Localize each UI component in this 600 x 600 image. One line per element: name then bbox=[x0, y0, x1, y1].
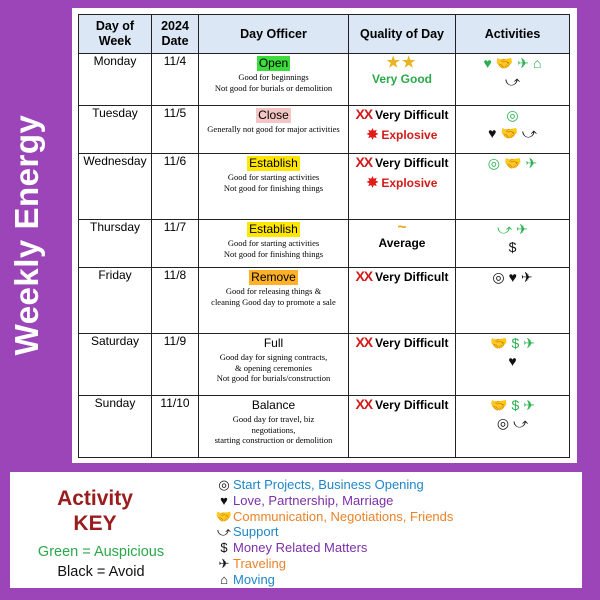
xx-icon: XX bbox=[355, 334, 373, 350]
explosive-label: ✸ Explosive bbox=[366, 174, 438, 190]
activities-cell bbox=[456, 54, 570, 106]
handshake-icon: 🤝 bbox=[495, 55, 514, 71]
day-cell: Tuesday bbox=[79, 106, 152, 154]
officer-cell bbox=[199, 54, 349, 106]
officer-note: cleaning Good day to promote a sale bbox=[211, 296, 336, 307]
xx-icon: XX bbox=[355, 106, 373, 122]
date-cell: 11/10 bbox=[152, 396, 199, 458]
activities-cell bbox=[456, 396, 570, 458]
explosion-icon: ✸ bbox=[366, 126, 379, 142]
tilde-icon: ~ bbox=[397, 219, 407, 236]
officer-name: Balance bbox=[251, 398, 296, 412]
handshake-icon: 🤝 bbox=[504, 155, 522, 171]
quality-cell bbox=[349, 54, 456, 106]
table-row bbox=[79, 220, 570, 268]
quality-text: Very Good bbox=[371, 72, 433, 86]
officer-note: starting construction or demolition bbox=[214, 435, 333, 445]
officer-cell bbox=[199, 396, 349, 458]
key-black-label: Black = Avoid bbox=[57, 564, 145, 580]
explosion-icon: ✸ bbox=[366, 174, 379, 190]
target-icon: ◎ bbox=[506, 107, 519, 123]
key-item-label: Communication, Negotiations, Friends bbox=[233, 508, 454, 524]
officer-name: Establish bbox=[249, 156, 298, 170]
quality-cell bbox=[349, 268, 456, 334]
key-item bbox=[215, 477, 453, 493]
heart-icon: ♥ bbox=[483, 55, 492, 71]
officer-note: Good for releasing things & bbox=[225, 286, 322, 296]
airplane-icon: ✈ bbox=[523, 397, 535, 413]
xx-icon: XX bbox=[355, 154, 373, 170]
key-item-label: Start Projects, Business Opening bbox=[233, 477, 424, 492]
day-cell: Wednesday bbox=[79, 154, 152, 220]
activity-line bbox=[456, 220, 569, 238]
activities-cell bbox=[456, 220, 570, 268]
key-item bbox=[215, 524, 453, 540]
quality-text: Average bbox=[378, 236, 426, 250]
activity-key bbox=[10, 472, 582, 588]
energy-table-panel bbox=[72, 8, 577, 463]
handshake-icon: 🤝 bbox=[215, 508, 233, 524]
activity-line bbox=[456, 414, 569, 432]
date-cell: 11/7 bbox=[152, 220, 199, 268]
support-icon: ⤻ bbox=[513, 415, 529, 431]
key-item bbox=[215, 572, 453, 588]
key-item-label: Money Related Matters bbox=[233, 540, 368, 556]
header-date: 2024 Date bbox=[152, 15, 199, 54]
table-row bbox=[79, 106, 570, 154]
table-row bbox=[79, 334, 570, 396]
date-cell: 11/9 bbox=[152, 334, 199, 396]
key-item bbox=[215, 556, 453, 572]
day-cell: Thursday bbox=[79, 220, 152, 268]
officer-note: Generally not good for major activities bbox=[207, 124, 340, 134]
key-item-label: Traveling bbox=[233, 555, 286, 571]
explosive-label: ✸ Explosive bbox=[366, 126, 438, 142]
key-item bbox=[215, 509, 453, 525]
officer-cell bbox=[199, 220, 349, 268]
house-icon: ⌂ bbox=[220, 571, 228, 587]
handshake-icon: 🤝 bbox=[490, 335, 508, 351]
officer-cell bbox=[199, 334, 349, 396]
key-item bbox=[215, 493, 453, 509]
officer-name: Remove bbox=[251, 270, 296, 284]
quality-cell bbox=[349, 220, 456, 268]
key-list bbox=[215, 477, 453, 588]
heart-icon: ♥ bbox=[508, 269, 517, 285]
support-icon: ⤻ bbox=[497, 221, 513, 237]
quality-cell bbox=[349, 154, 456, 220]
officer-note: Not good for finishing things bbox=[223, 182, 324, 193]
officer-note: Good day for signing contracts, bbox=[219, 352, 328, 362]
dollar-icon: $ bbox=[508, 239, 517, 255]
header-day: Day of Week bbox=[79, 15, 152, 54]
table-row bbox=[79, 268, 570, 334]
handshake-icon: 🤝 bbox=[490, 397, 508, 413]
quality-text: Very Difficult bbox=[375, 108, 449, 122]
day-cell: Sunday bbox=[79, 396, 152, 458]
day-cell: Saturday bbox=[79, 334, 152, 396]
officer-note: & opening ceremonies bbox=[235, 362, 312, 373]
side-title: Weekly Energy bbox=[8, 114, 45, 356]
support-icon: ⤻ bbox=[505, 73, 520, 89]
dollar-icon: $ bbox=[511, 335, 520, 351]
key-title-line1: Activity bbox=[57, 487, 133, 510]
airplane-icon: ✈ bbox=[218, 555, 230, 571]
support-icon: ⤻ bbox=[521, 125, 537, 141]
activity-line bbox=[456, 72, 569, 90]
officer-name: Establish bbox=[249, 222, 298, 236]
activity-line bbox=[456, 54, 569, 72]
activity-line bbox=[456, 106, 569, 124]
quality-cell bbox=[349, 396, 456, 458]
key-title-line2: KEY bbox=[73, 512, 117, 535]
quality-text: Very Difficult bbox=[375, 398, 449, 412]
house-icon: ⌂ bbox=[533, 55, 542, 71]
activities-cell bbox=[456, 154, 570, 220]
officer-note: Not good for burials or demolition bbox=[214, 82, 333, 93]
activity-line bbox=[456, 154, 569, 172]
dollar-icon: $ bbox=[220, 540, 228, 556]
day-cell: Friday bbox=[79, 268, 152, 334]
target-icon: ◎ bbox=[487, 155, 501, 171]
quality-cell bbox=[349, 106, 456, 154]
target-icon: ◎ bbox=[496, 415, 510, 431]
activities-cell bbox=[456, 268, 570, 334]
quality-cell bbox=[349, 334, 456, 396]
quality-text: Very Difficult bbox=[375, 270, 449, 284]
activity-line bbox=[456, 268, 569, 286]
activity-line bbox=[456, 334, 569, 352]
activity-line bbox=[456, 352, 569, 370]
heart-icon: ♥ bbox=[508, 353, 517, 369]
officer-note: Good for beginnings bbox=[238, 72, 309, 82]
table-row bbox=[79, 154, 570, 220]
airplane-icon: ✈ bbox=[516, 221, 528, 237]
xx-icon: XX bbox=[355, 396, 373, 412]
airplane-icon: ✈ bbox=[517, 55, 529, 71]
star-icon: ★★ bbox=[386, 54, 418, 71]
table-row bbox=[79, 396, 570, 458]
key-item-label: Moving bbox=[233, 571, 275, 587]
key-title bbox=[30, 486, 160, 536]
key-item-label: Love, Partnership, Marriage bbox=[233, 492, 394, 508]
header-quality: Quality of Day bbox=[349, 15, 456, 54]
date-cell: 11/6 bbox=[152, 154, 199, 220]
header-activities: Activities bbox=[456, 15, 570, 54]
date-cell: 11/8 bbox=[152, 268, 199, 334]
officer-note: Good for starting activities bbox=[227, 172, 320, 182]
weekly-energy-table bbox=[78, 14, 570, 458]
day-cell: Monday bbox=[79, 54, 152, 106]
xx-icon: XX bbox=[355, 268, 373, 284]
officer-cell bbox=[199, 106, 349, 154]
officer-name: Full bbox=[263, 336, 284, 350]
activities-cell bbox=[456, 334, 570, 396]
key-item bbox=[215, 540, 453, 556]
target-icon: ◎ bbox=[218, 477, 230, 492]
airplane-icon: ✈ bbox=[520, 269, 533, 285]
activity-line bbox=[456, 396, 569, 414]
activities-cell bbox=[456, 106, 570, 154]
handshake-icon: 🤝 bbox=[500, 125, 518, 141]
target-icon: ◎ bbox=[492, 269, 505, 285]
date-cell: 11/4 bbox=[152, 54, 199, 106]
officer-name: Close bbox=[258, 108, 289, 122]
airplane-icon: ✈ bbox=[525, 155, 538, 171]
officer-name: Open bbox=[258, 56, 289, 70]
quality-text: Very Difficult bbox=[375, 156, 449, 170]
officer-note: Good for starting activities bbox=[227, 238, 320, 248]
activity-line bbox=[456, 124, 569, 142]
officer-cell bbox=[199, 154, 349, 220]
table-row bbox=[79, 54, 570, 106]
date-cell: 11/5 bbox=[152, 106, 199, 154]
officer-cell bbox=[199, 268, 349, 334]
key-green-label: Green = Auspicious bbox=[37, 544, 165, 560]
dollar-icon: $ bbox=[511, 397, 520, 413]
heart-icon: ♥ bbox=[488, 125, 497, 141]
key-item-label: Support bbox=[233, 524, 279, 540]
officer-note: Good day for travel, biz bbox=[232, 414, 315, 424]
airplane-icon: ✈ bbox=[523, 335, 535, 351]
officer-note: negotiations, bbox=[251, 424, 296, 435]
heart-icon: ♥ bbox=[220, 492, 228, 508]
header-officer: Day Officer bbox=[199, 15, 349, 54]
support-icon: ⤻ bbox=[217, 524, 231, 540]
activity-line bbox=[456, 238, 569, 256]
officer-note: Not good for burials/construction bbox=[216, 373, 331, 383]
table-header-row bbox=[79, 15, 570, 54]
quality-text: Very Difficult bbox=[375, 336, 449, 350]
officer-note: Not good for finishing things bbox=[223, 248, 324, 259]
